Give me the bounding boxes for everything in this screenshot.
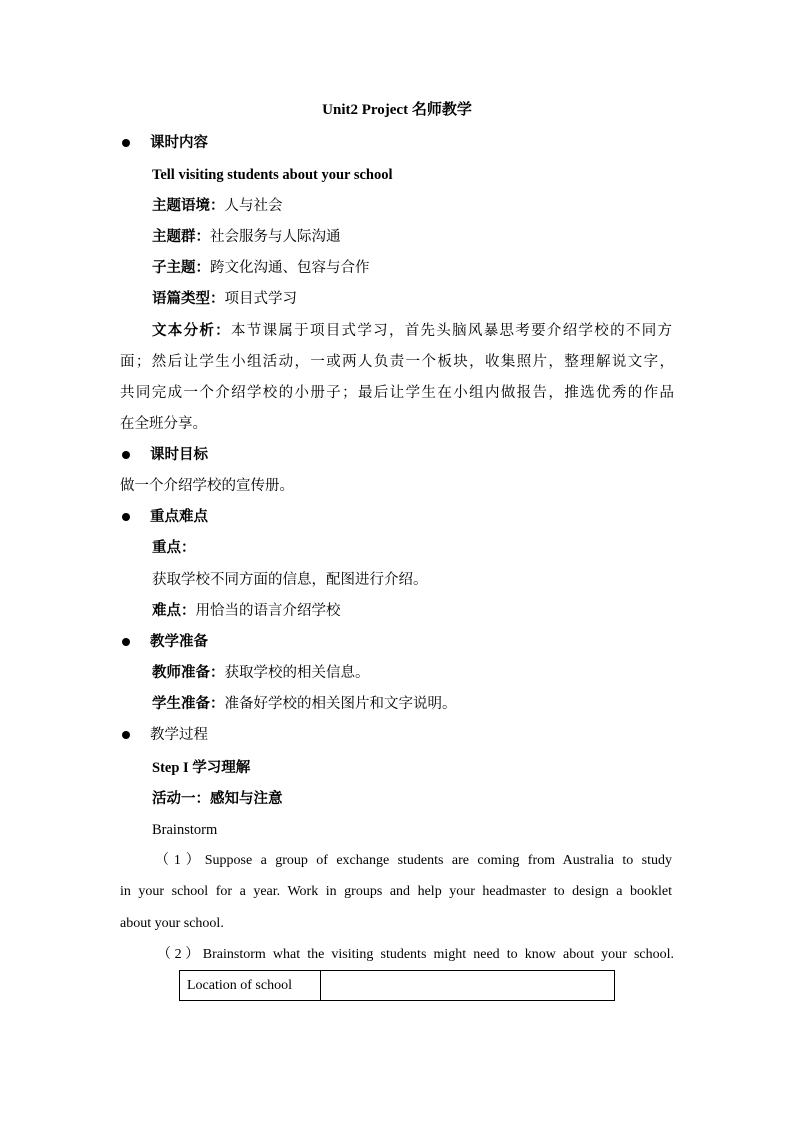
info-table [179,970,615,1001]
difficult-point-line [152,601,341,621]
difficult-point-label: 难点： [152,602,196,619]
analysis-line-3: 共同完成一个介绍学校的小册子；最后让学生在小组内做报告，推选优秀的作品 [120,385,674,401]
item1-line-1: （1）Suppose a group of exchange students are coming from Australia to study [155,853,672,868]
text-type-label: 语篇类型： [152,290,225,307]
subtheme-label: 子主题： [152,259,210,276]
section-heading-process: 教学过程 [150,727,208,743]
item1-line-3: about your school. [120,916,224,931]
subtheme-value: 跨文化沟通、包容与合作 [210,260,370,276]
teacher-prep-label: 教师准备： [152,664,225,681]
lesson-subtitle: Tell visiting students about your school [152,167,393,183]
section-heading-content: 课时内容 [150,134,208,151]
item2-line: （2）Brainstorm what the visiting students might need to know about your school. [157,947,674,962]
text-type-value: 项目式学习 [224,291,297,307]
theme-context-line [152,196,283,216]
bullet-icon [122,638,130,646]
section-heading-key-points: 重点难点 [150,508,208,525]
teacher-prep-line [152,663,370,683]
analysis-label: 文本分析： [152,322,231,339]
teacher-prep-text: 获取学校的相关信息。 [224,665,370,681]
item1-line-2: in your school for a year. Work in groups and help your headmaster to design a booklet [120,884,672,899]
activity-heading: 活动一：感知与注意 [152,790,283,807]
bullet-icon [122,139,130,147]
student-prep-label: 学生准备： [152,695,225,712]
subtheme-line [152,258,370,278]
student-prep-line [152,694,457,714]
theme-context-value: 人与社会 [224,198,283,214]
analysis-line-4: 在全班分享。 [120,416,207,432]
bullet-icon [122,451,130,459]
analysis-line-2: 面；然后让学生小组活动，一或两人负责一个板块，收集照片，整理解说文字， [120,354,674,370]
analysis-text: 本节课属于项目式学习，首先头脑风暴思考要介绍学校的不同方 [230,323,672,339]
table-cell [321,971,615,1001]
bullet-icon [122,513,130,521]
bullet-icon [122,731,130,739]
analysis-line-1 [152,321,672,341]
theme-group-line [152,227,341,247]
section-heading-preparation: 教学准备 [150,633,208,650]
theme-group-value: 社会服务与人际沟通 [210,229,341,245]
theme-group-label: 主题群： [152,228,210,245]
table-cell: Location of school [180,971,321,1001]
brainstorm-label: Brainstorm [152,822,218,838]
key-point-text: 获取学校不同方面的信息，配图进行介绍。 [152,572,428,588]
step-heading: Step I 学习理解 [152,760,251,776]
page-title: Unit2 Project 名师教学 [322,102,472,118]
key-point-label: 重点： [152,539,196,556]
text-type-line [152,289,297,309]
difficult-point-text: 用恰当的语言介绍学校 [195,603,341,619]
section-heading-goals: 课时目标 [150,446,208,463]
student-prep-text: 准备好学校的相关图片和文字说明。 [224,696,457,712]
theme-context-label: 主题语境： [152,197,225,214]
goals-text: 做一个介绍学校的宣传册。 [120,478,294,494]
table-row [180,971,615,1001]
